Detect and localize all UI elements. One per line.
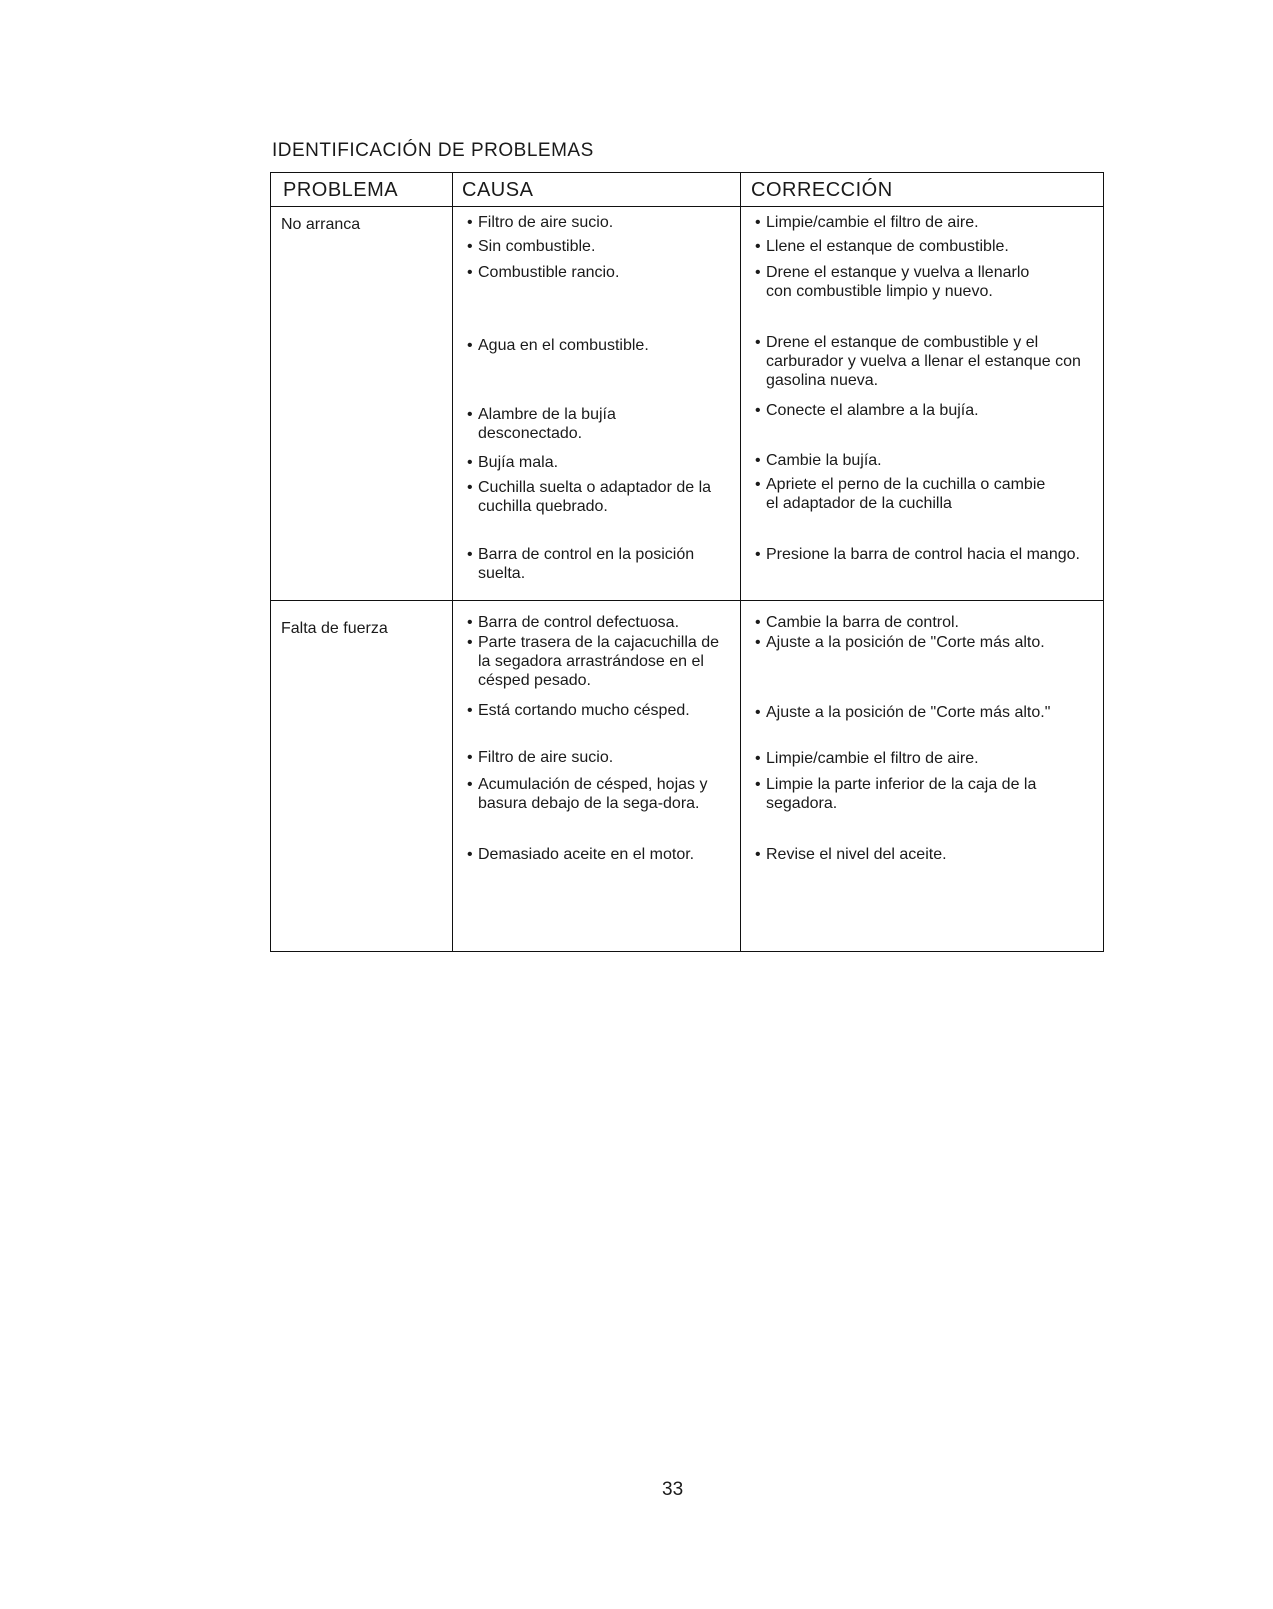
- cause-item: • Está cortando mucho césped.: [467, 702, 690, 719]
- cause-item: • Acumulación de césped, hojas y basura debajo de la sega-dora.: [467, 776, 708, 812]
- problem-label: Falta de fuerza: [281, 620, 388, 637]
- cause-item: • Alambre de la bujía desconectado.: [467, 406, 616, 442]
- correction-item: • Drene el estanque de combustible y el carburador y vuelva a llenar el estanque con gasolina nueva.: [755, 334, 1081, 389]
- header-causa: CAUSA: [462, 179, 534, 201]
- correction-item: • Revise el nivel del aceite.: [755, 846, 947, 863]
- cause-item: • Barra de control en la posición suelta.: [467, 546, 695, 582]
- correction-item: • Drene el estanque y vuelva a llenarlo con combustible limpio y nuevo.: [755, 264, 1030, 300]
- troubleshooting-table: [270, 172, 1104, 952]
- correction-item: • Llene el estanque de combustible.: [755, 238, 1009, 255]
- column-divider: [452, 173, 453, 951]
- column-divider: [740, 173, 741, 951]
- cause-item: • Bujía mala.: [467, 454, 559, 471]
- correction-item: • Ajuste a la posición de "Corte más alto.": [755, 704, 1051, 721]
- cause-item: • Demasiado aceite en el motor.: [467, 846, 695, 863]
- cause-item: • Barra de control defectuosa.: [467, 614, 680, 631]
- correction-item: • Conecte el alambre a la bujía.: [755, 402, 979, 419]
- cause-item: • Combustible rancio.: [467, 264, 620, 281]
- cause-item: • Sin combustible.: [467, 238, 596, 255]
- correction-item: • Limpie la parte inferior de la caja de la segadora.: [755, 776, 1037, 812]
- correction-item: • Limpie/cambie el filtro de aire.: [755, 750, 979, 767]
- correction-item: • Apriete el perno de la cuchilla o cambie el adaptador de la cuchilla: [755, 476, 1046, 512]
- page-heading: IDENTIFICACIÓN DE PROBLEMAS: [272, 140, 594, 161]
- correction-item: • Presione la barra de control hacia el mango.: [755, 546, 1080, 563]
- header-divider: [271, 206, 1103, 207]
- page-number: 33: [662, 1479, 684, 1500]
- problem-label: No arranca: [281, 216, 361, 233]
- cause-item: • Filtro de aire sucio.: [467, 749, 614, 766]
- cause-item: • Parte trasera de la cajacuchilla de la segadora arrastrándose en el césped pesado.: [467, 634, 720, 689]
- header-correccion: CORRECCIÓN: [751, 179, 893, 201]
- cause-item: • Filtro de aire sucio.: [467, 214, 614, 231]
- correction-item: • Limpie/cambie el filtro de aire.: [755, 214, 979, 231]
- header-problema: PROBLEMA: [283, 179, 399, 201]
- correction-item: • Cambie la bujía.: [755, 452, 882, 469]
- cause-item: • Agua en el combustible.: [467, 337, 649, 354]
- row-divider: [271, 600, 1103, 601]
- correction-item: • Cambie la barra de control.: [755, 614, 959, 631]
- cause-item: • Cuchilla suelta o adaptador de la cuchilla quebrado.: [467, 479, 712, 515]
- correction-item: • Ajuste a la posición de "Corte más alto.: [755, 634, 1045, 651]
